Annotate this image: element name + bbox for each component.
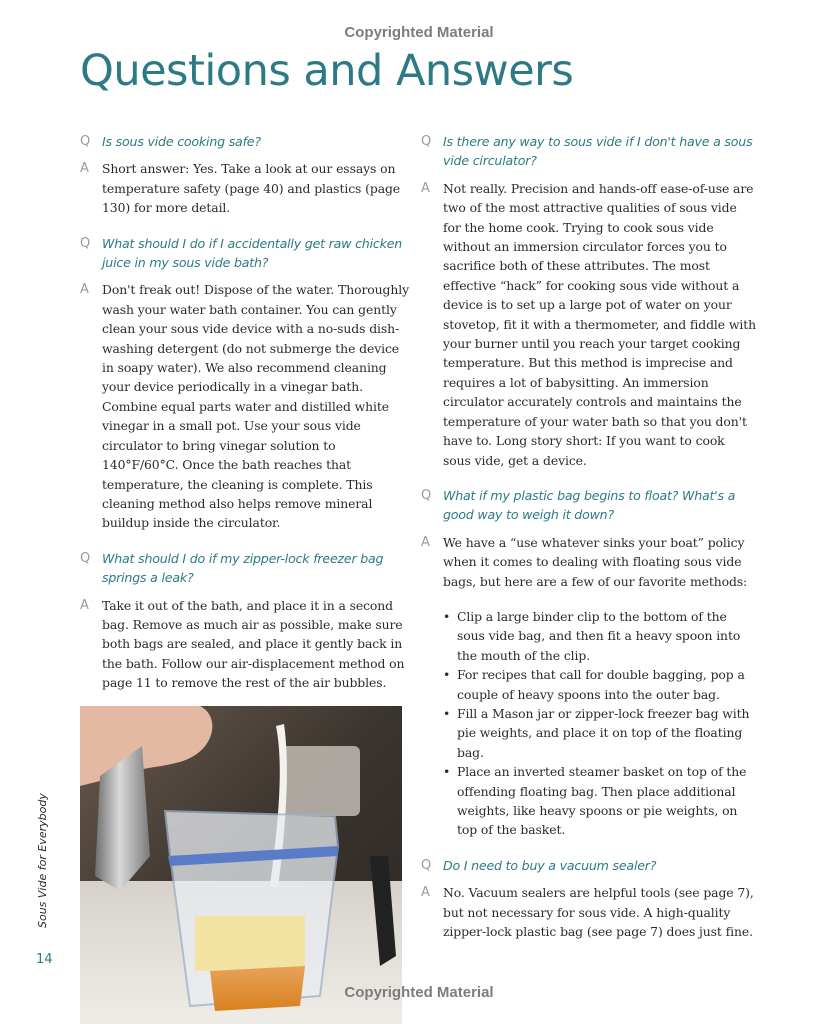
question-row (80, 132, 410, 151)
question-row (80, 549, 410, 588)
list-item: • Fill a Mason jar or zipper-lock freezer bag with pie weights, and place it on top of the floating bag. (443, 704, 756, 762)
question-text: Do I need to buy a vacuum sealer? (443, 857, 657, 873)
a-marker: A (421, 534, 430, 550)
page-title: Questions and Answers (80, 46, 574, 96)
a-marker: A (421, 885, 430, 901)
question-row (421, 132, 756, 171)
q-marker: Q (421, 134, 432, 149)
question-text: What should I do if my zipper-lock freezer bag springs a leak? (102, 550, 384, 586)
question-row (421, 856, 756, 875)
left-column (80, 132, 410, 693)
answer-text: We have a “use whatever sinks your boat” policy when it comes to dealing with floating sous vide bags, but here are a few of our favorite methods: (443, 534, 748, 589)
weigh-down-methods-list (421, 607, 756, 840)
answer-text: Short answer: Yes. Take a look at our essays on temperature safety (page 40) and plastics (page 130) for more detail. (102, 161, 401, 216)
question-text: Is sous vide cooking safe? (102, 134, 261, 149)
answer-row (421, 533, 756, 591)
list-item: • Clip a large binder clip to the bottom of the sous vide bag, and then fit a heavy spoon into the mouth of the clip. (443, 607, 756, 665)
question-text: What if my plastic bag begins to float? What's a good way to weigh it down? (443, 487, 736, 523)
list-item: • For recipes that call for double bagging, pop a couple of heavy spoons into the outer bag. (443, 665, 756, 704)
a-marker: A (80, 282, 89, 298)
answer-row (80, 596, 410, 693)
answer-row (421, 179, 756, 470)
a-marker: A (80, 597, 89, 613)
q-marker: Q (80, 235, 91, 251)
q-marker: Q (80, 134, 91, 149)
q-marker: Q (421, 487, 432, 503)
answer-row (80, 159, 410, 217)
answer-text: No. Vacuum sealers are helpful tools (see page 7), but not necessary for sous vide. A high-quality zipper-lock plastic bag (see page 7) does just fine. (443, 885, 754, 940)
sous-vide-bag-photo (80, 706, 402, 1024)
a-marker: A (80, 161, 89, 177)
list-item: • Place an inverted steamer basket on top of the offending floating bag. Then place additional weights, like heavy spoons or pie weights, on top of the basket. (443, 762, 756, 840)
answer-text: Don't freak out! Dispose of the water. Thoroughly wash your water bath container. You can gently clean your sous vide device with a no-suds dish-washing detergent (do not submerge the device in soapy water). We also recommend cleaning your device periodically in a vinegar bath. Combine equal parts water and distilled white vinegar in a small pot. Use your sous vide circulator to bring vinegar solution to 140°F/60°C. Once the bath reaches that temperature, the cleaning is complete. This cleaning method also helps remove mineral buildup inside the circulator. (102, 282, 409, 531)
question-row (80, 234, 410, 273)
answer-row (421, 883, 756, 941)
question-text: What should I do if I accidentally get raw chicken juice in my sous vide bath? (102, 235, 403, 271)
answer-row (80, 280, 410, 532)
q-marker: Q (80, 550, 91, 566)
measuring-cup-shape (280, 746, 360, 816)
answer-text: Take it out of the bath, and place it in a second bag. Remove as much air as possible, make sure both bags are sealed, and place it gently back in the bath. Follow our air-displacement method on page 11 to remove the rest of the air bubbles. (102, 597, 405, 691)
page-number: 14 (36, 952, 53, 967)
right-column (421, 132, 756, 941)
a-marker: A (421, 180, 430, 196)
copyright-watermark-top: Copyrighted Material (344, 24, 494, 41)
question-text: Is there any way to sous vide if I don't have a sous vide circulator? (443, 134, 753, 169)
butter-shape (195, 916, 305, 971)
answer-text: Not really. Precision and hands-off ease-of-use are two of the most attractive qualities of sous vide for the home cook. Trying to cook sous vide without an immersion circulator forces you to sacrifice both of these attributes. The most effective “hack” for cooking sous vide without a device is to set up a large pot of water on your stovetop, fit it with a thermometer, and fiddle with your burner until you reach your target cooking temperature. But this method is imprecise and requires a lot of babysitting. An immersion circulator accurately controls and maintains the temperature of your water bath so that you don't have to. Long story short: If you want to cook sous vide, get a device. (443, 180, 756, 468)
q-marker: Q (421, 857, 432, 873)
question-row (421, 486, 756, 525)
book-title-sidebar: Sous Vide for Everybody (36, 793, 49, 928)
copyright-watermark-bottom: Copyrighted Material (344, 984, 494, 1001)
